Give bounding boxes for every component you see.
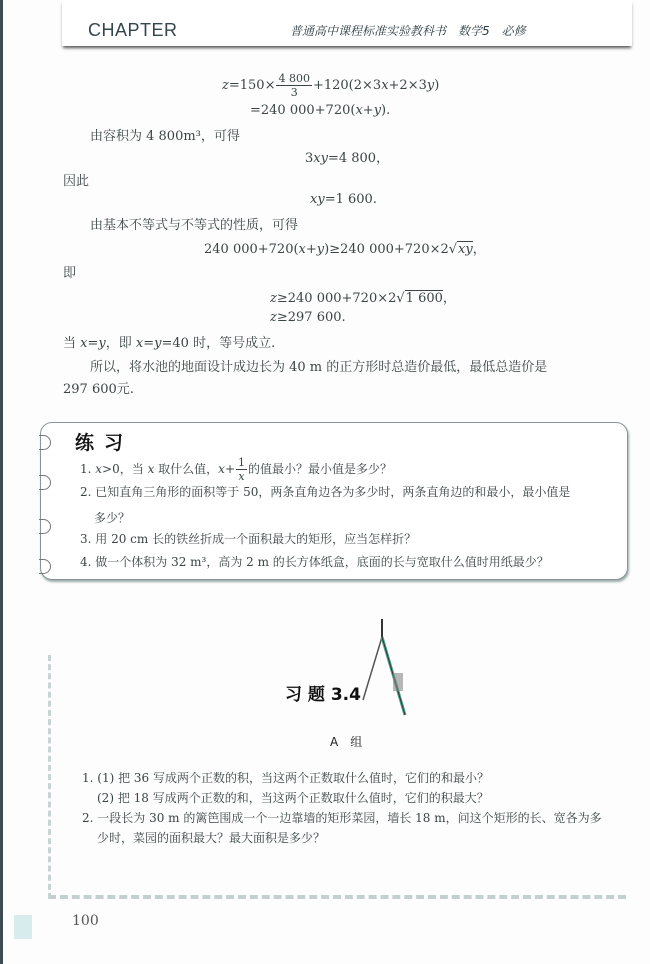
practice-q2-cont: 多少？ xyxy=(94,511,131,525)
expr: 取什么值， xyxy=(154,462,219,476)
expr: )≥240 000+720×2√ xyxy=(324,242,458,257)
expr: 3 xyxy=(305,151,314,166)
exercise-q1-1: 1. (1) 把 36 写成两个正数的积，当这两个正数取什么值时，它们的和最小？ xyxy=(82,771,489,785)
exercise-q2: 2. 一段长为 30 m 的篱笆围成一个一边靠墙的矩形菜园，墙长 18 m，问这个矩形的长、宽各为多 xyxy=(82,811,602,825)
radicand: 1 600 xyxy=(405,291,443,306)
binder-ring-icon xyxy=(39,559,51,574)
binder-ring-icon xyxy=(39,435,51,450)
var: z xyxy=(270,291,277,306)
text-ie: 即 xyxy=(63,266,77,281)
expr: 的值最小？最小值是多少？ xyxy=(248,462,393,476)
var: y xyxy=(154,336,162,351)
equation-cost xyxy=(222,72,439,99)
expr: +2×3 xyxy=(388,78,427,93)
var: z xyxy=(270,310,277,325)
var: x xyxy=(147,462,155,476)
chapter-label: CHAPTER xyxy=(88,20,178,40)
expr: =4 800， xyxy=(327,151,390,166)
var: x xyxy=(381,78,389,93)
expr: =40 时，等号成立. xyxy=(161,336,276,351)
expr: 240 000+720( xyxy=(204,242,299,257)
practice-q1 xyxy=(80,456,392,483)
page-tab xyxy=(14,915,32,939)
expr: ，即 xyxy=(105,336,136,351)
fraction xyxy=(276,72,312,99)
numerator: 4 800 xyxy=(278,72,310,85)
exercise-title: 习 题 3.4 xyxy=(285,685,361,705)
binder-ring-icon xyxy=(39,519,51,534)
equation-xy xyxy=(310,192,377,207)
radicand: xy xyxy=(458,242,473,257)
text-inequality: 由基本不等式与不等式的性质，可得 xyxy=(90,218,299,233)
binder-ring-icon xyxy=(39,475,51,490)
page-spine xyxy=(0,0,3,964)
var: xy xyxy=(310,192,325,207)
var: x xyxy=(298,242,306,257)
exercise-q2-cont: 少时，菜园的面积最大？最大面积是多少？ xyxy=(97,831,326,845)
var: y xyxy=(373,103,382,118)
expr: ≥240 000+720×2√ xyxy=(276,291,405,306)
expr: ， xyxy=(472,242,486,257)
book-title: 普通高中课程标准实验教科书 数学5 必修 xyxy=(290,24,526,38)
expr: ≥297 600. xyxy=(276,310,346,325)
practice-q2: 2. 已知直角三角形的面积等于 50，两条直角边各为多少时，两条直角边的和最小，最小值是 xyxy=(80,485,571,499)
expr: 当 xyxy=(63,336,81,351)
expr: = xyxy=(143,336,155,351)
text-equality xyxy=(63,332,275,351)
expr: =150× xyxy=(228,78,276,93)
text-conclusion-cont: 297 600元. xyxy=(63,382,134,397)
text-volume: 由容积为 4 800m³，可得 xyxy=(90,129,240,144)
expr: =240 000+720( xyxy=(250,103,356,118)
exercise-q1-2: (2) 把 18 写成两个正数的和，当这两个正数取什么值时，它们的积最大？ xyxy=(97,791,489,805)
page-number: 100 xyxy=(72,913,99,929)
expr: ， xyxy=(442,291,456,306)
practice-q4: 4. 做一个体积为 32 m³，高为 2 m 的长方体纸盒，底面的长与宽取什么值时用纸最少？ xyxy=(80,555,549,569)
expr: +120(2×3 xyxy=(312,78,382,93)
var: y xyxy=(316,242,325,257)
var: xy xyxy=(313,151,328,166)
var: x xyxy=(135,336,144,351)
text-conclusion: 所以，将水池的地面设计成边长为 40 m 的正方形时总造价最低，最低总造价是 xyxy=(90,360,548,375)
practice-q3: 3. 用 20 cm 长的铁丝折成一个面积最大的矩形，应当怎样折？ xyxy=(80,532,417,546)
compass-icon xyxy=(355,615,415,720)
equation-inequality xyxy=(204,238,486,257)
expr: ) xyxy=(434,78,440,93)
var: x xyxy=(95,462,103,476)
fraction xyxy=(236,456,247,483)
equation-simplified xyxy=(250,103,390,118)
expr: 1. xyxy=(80,462,96,476)
denominator: x xyxy=(238,470,245,483)
var: y xyxy=(98,336,106,351)
expr: = xyxy=(87,336,99,351)
var: x xyxy=(80,336,88,351)
expr: ). xyxy=(381,103,391,118)
var: z xyxy=(222,78,229,93)
equation-bound xyxy=(270,287,456,306)
expr: + xyxy=(362,103,374,118)
expr: + xyxy=(224,462,236,476)
group-label: A 组 xyxy=(330,735,363,749)
numerator: 1 xyxy=(238,456,246,469)
equation-volume xyxy=(305,147,389,166)
var: x xyxy=(355,103,363,118)
equation-result xyxy=(270,310,346,325)
practice-title: 练习 xyxy=(75,432,134,454)
var: x xyxy=(218,462,225,476)
text-therefore: 因此 xyxy=(63,174,90,189)
expr: + xyxy=(305,242,317,257)
expr: >0，当 xyxy=(102,462,148,476)
var: y xyxy=(426,78,435,93)
denominator: 3 xyxy=(290,86,298,99)
expr: =1 600. xyxy=(324,192,377,207)
